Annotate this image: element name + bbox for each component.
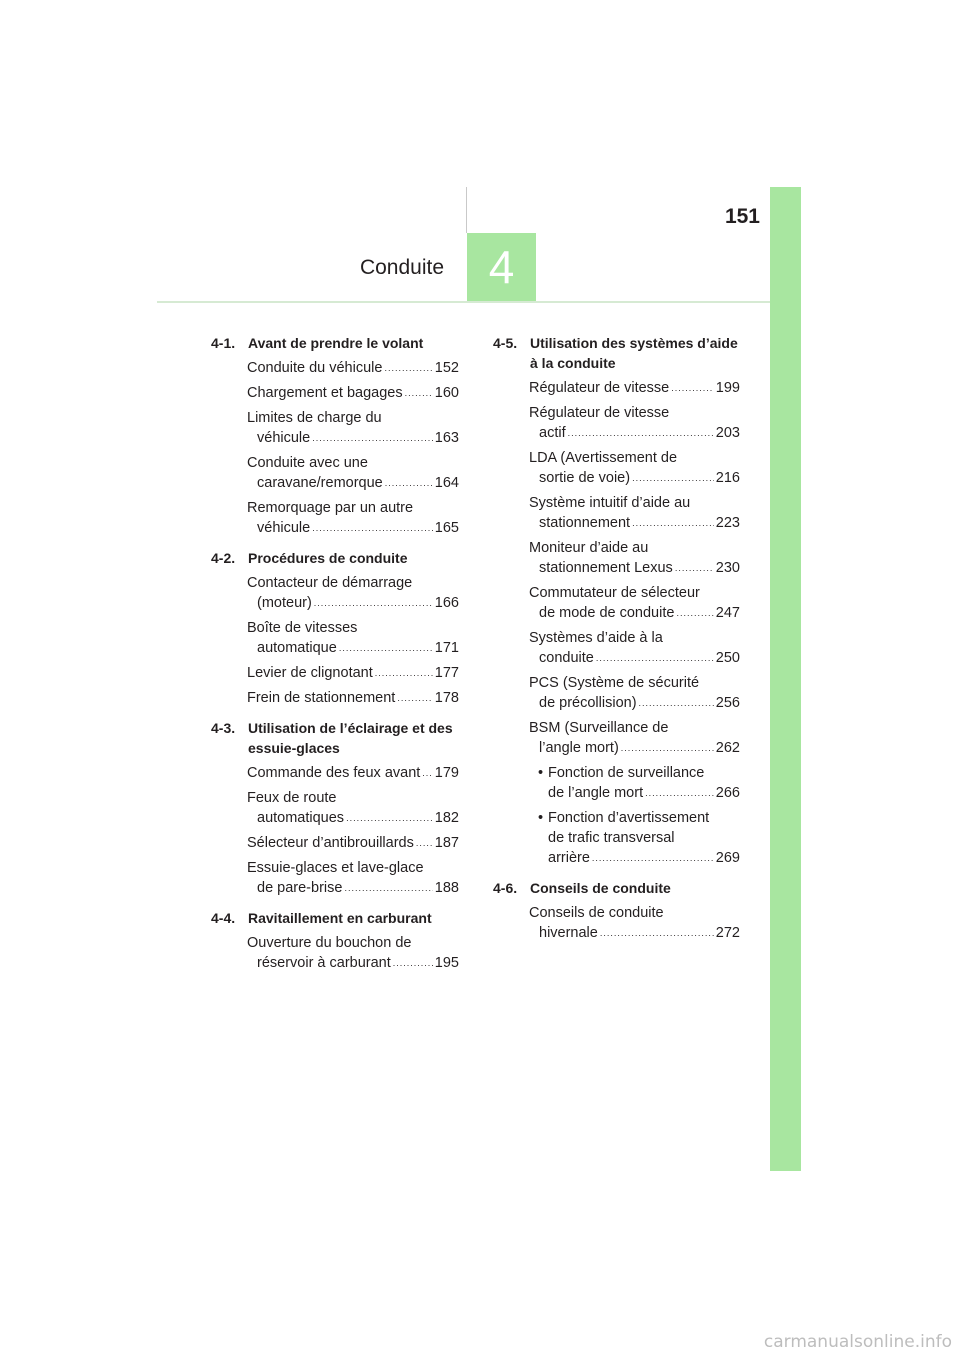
dot-leader [600, 923, 714, 943]
entry-leader-row [247, 383, 459, 403]
entry-leader-row [247, 428, 459, 448]
section-heading [211, 333, 459, 353]
toc-entry[interactable] [247, 833, 459, 853]
toc-entry[interactable] [538, 763, 740, 803]
toc-entry[interactable] [247, 358, 459, 378]
entry-title: Conduite avec une [247, 455, 368, 471]
section-number: 4-3. [211, 720, 236, 736]
page-ref: 164 [434, 475, 459, 491]
page-ref: 187 [434, 835, 459, 851]
page-ref: 269 [715, 850, 740, 866]
toc-section [211, 718, 459, 898]
entry-title-cont: stationnement [539, 515, 631, 531]
entry-leader-row [247, 833, 459, 853]
dot-leader [405, 383, 433, 403]
page-ref: 250 [715, 650, 740, 666]
entry-title: Essuie-glaces et lave-glace [247, 860, 424, 876]
section-heading [211, 548, 459, 568]
section-number: 4-5. [493, 335, 518, 351]
entry-leader-row [529, 513, 740, 533]
entry-title: Commande des feux avant [247, 765, 421, 781]
entry-title-cont: sortie de voie) [539, 470, 631, 486]
header-rule [157, 301, 770, 303]
toc-entry[interactable] [247, 858, 459, 898]
entry-title: Conseils de conduite [529, 905, 664, 921]
toc-entry[interactable] [247, 383, 459, 403]
entry-title: Ouverture du bouchon de [247, 935, 412, 951]
section-number: 4-4. [211, 910, 236, 926]
entry-leader-row [247, 878, 459, 898]
entry-title-cont: de l’angle mort [548, 785, 644, 801]
dot-leader [675, 558, 714, 578]
toc-entry[interactable] [529, 628, 740, 668]
entry-title-cont: automatique [257, 640, 337, 656]
section-title: Procédures de conduite [248, 550, 408, 566]
entry-leader-row [529, 558, 740, 578]
entry-title: Frein de stationnement [247, 690, 396, 706]
section-number: 4-1. [211, 335, 236, 351]
entry-leader-row [247, 358, 459, 378]
entry-title-cont: de précollision) [539, 695, 637, 711]
entry-leader-row [548, 783, 740, 803]
page-ref: 163 [434, 430, 459, 446]
toc-entry[interactable] [529, 538, 740, 578]
section-heading [493, 333, 740, 373]
entry-title-cont: caravane/remorque [257, 475, 383, 491]
dot-leader [384, 358, 432, 378]
entry-title-cont: stationnement Lexus [539, 560, 673, 576]
toc-entry[interactable] [247, 688, 459, 708]
toc-entry[interactable] [529, 673, 740, 713]
entry-title: Fonction de surveillance [548, 765, 705, 781]
entry-title: Remorquage par un autre [247, 500, 414, 516]
page-number: 151 [724, 205, 760, 228]
page-ref: 195 [434, 955, 459, 971]
entry-title-cont: de pare-brise [257, 880, 343, 896]
page-ref: 272 [715, 925, 740, 941]
entry-title: Fonction d’avertissement [548, 810, 710, 826]
entry-leader-row [247, 518, 459, 538]
entry-leader-row [247, 808, 459, 828]
page-ref: 152 [434, 360, 459, 376]
entry-leader-row [548, 848, 740, 868]
entry-title: Sélecteur d’antibrouillards [247, 835, 414, 851]
entry-title: Régulateur de vitesse [529, 405, 670, 421]
toc-entry[interactable] [529, 448, 740, 488]
dot-leader [568, 423, 714, 443]
section-title: Utilisation des systèmes d’aide à la conduite [530, 335, 738, 371]
entry-title: Limites de charge du [247, 410, 382, 426]
entry-title-cont: de mode de conduite [539, 605, 675, 621]
toc-entry[interactable] [529, 583, 740, 623]
page-ref: 178 [434, 690, 459, 706]
entry-title-cont: véhicule [257, 430, 311, 446]
entry-title-cont: automatiques [257, 810, 345, 826]
dot-leader [312, 518, 433, 538]
section-heading [493, 878, 740, 898]
bullet-icon: • [538, 810, 544, 826]
dot-leader [397, 688, 432, 708]
bullet-icon: • [538, 765, 544, 781]
page-ref: 188 [434, 880, 459, 896]
entry-leader-row [247, 593, 459, 613]
entry-leader-row [247, 688, 459, 708]
toc-entry[interactable] [247, 663, 459, 683]
entry-title: Régulateur de vitesse [529, 380, 670, 396]
page-ref: 262 [715, 740, 740, 756]
entry-leader-row [247, 763, 459, 783]
chapter-side-tab [770, 187, 801, 1171]
dot-leader [671, 378, 714, 398]
entry-leader-row [247, 953, 459, 973]
entry-leader-row [529, 468, 740, 488]
entry-leader-row [529, 923, 740, 943]
section-title: Conseils de conduite [530, 880, 671, 896]
entry-title-cont: hivernale [539, 925, 598, 941]
dot-leader [632, 513, 714, 533]
dot-leader [385, 473, 433, 493]
entry-title: Chargement et bagages [247, 385, 403, 401]
section-number: 4-2. [211, 550, 236, 566]
toc-section [211, 908, 459, 973]
toc-entry[interactable] [247, 933, 459, 973]
dot-leader [422, 763, 433, 783]
entry-leader-row [529, 423, 740, 443]
section-heading [211, 908, 459, 928]
page-ref: 203 [715, 425, 740, 441]
toc-entry[interactable] [247, 618, 459, 658]
entry-leader-row [529, 603, 740, 623]
page-ref: 199 [715, 380, 740, 396]
page-ref: 165 [434, 520, 459, 536]
entry-title-cont: réservoir à carburant [257, 955, 391, 971]
entry-leader-row [529, 693, 740, 713]
entry-leader-row [529, 738, 740, 758]
dot-leader [312, 428, 433, 448]
dot-leader [416, 833, 433, 853]
entry-title: Boîte de vitesses [247, 620, 358, 636]
toc-right-column [493, 333, 740, 953]
dot-leader [632, 468, 714, 488]
page-ref: 256 [715, 695, 740, 711]
page-ref: 171 [434, 640, 459, 656]
entry-title-cont: actif [539, 425, 566, 441]
watermark: carmanualsonline.info [763, 1332, 952, 1352]
toc-entry[interactable] [247, 763, 459, 783]
entry-title: Feux de route [247, 790, 337, 806]
toc-entry[interactable] [529, 493, 740, 533]
section-number: 4-6. [493, 880, 518, 896]
page-ref: 216 [715, 470, 740, 486]
toc-entry[interactable] [529, 378, 740, 398]
toc-entry[interactable] [247, 408, 459, 448]
entry-leader-row [529, 648, 740, 668]
entry-leader-row [247, 638, 459, 658]
dot-leader [592, 848, 714, 868]
entry-title-cont: (moteur) [257, 595, 312, 611]
entry-title: BSM (Surveillance de [529, 720, 669, 736]
toc-entry[interactable] [247, 498, 459, 538]
dot-leader [375, 663, 433, 683]
page-ref: 166 [434, 595, 459, 611]
toc-entry[interactable] [538, 808, 740, 868]
entry-title-cont: de trafic transversal [548, 830, 675, 846]
dot-leader [645, 783, 714, 803]
entry-title-cont: véhicule [257, 520, 311, 536]
toc-section [493, 333, 740, 868]
entry-leader-row [529, 378, 740, 398]
page-ref: 177 [434, 665, 459, 681]
toc-left-column [211, 333, 459, 983]
chapter-title: Conduite [359, 256, 444, 279]
dot-leader [346, 808, 433, 828]
entry-title-cont: l’angle mort) [539, 740, 619, 756]
toc-entry[interactable] [529, 903, 740, 943]
toc-section [211, 548, 459, 708]
entry-leader-row [247, 473, 459, 493]
dot-leader [676, 603, 713, 623]
dot-leader [639, 693, 714, 713]
page-ref: 230 [715, 560, 740, 576]
entry-title: Contacteur de démarrage [247, 575, 413, 591]
section-heading [211, 718, 459, 758]
section-title: Avant de prendre le volant [248, 335, 424, 351]
page-ref: 160 [434, 385, 459, 401]
entry-title: LDA (Avertissement de [529, 450, 678, 466]
toc-section [493, 878, 740, 943]
page-ref: 266 [715, 785, 740, 801]
dot-leader [314, 593, 433, 613]
entry-title-cont: arrière [548, 850, 590, 866]
dot-leader [621, 738, 714, 758]
toc-section [211, 333, 459, 538]
toc-entry[interactable] [247, 453, 459, 493]
section-title: Ravitaillement en carburant [248, 910, 432, 926]
header-divider [466, 187, 467, 233]
chapter-number-box: 4 [467, 233, 536, 301]
dot-leader [393, 953, 433, 973]
entry-title: Commutateur de sélecteur [529, 585, 700, 601]
page-ref: 247 [715, 605, 740, 621]
dot-leader [596, 648, 714, 668]
entry-title: Systèmes d’aide à la [529, 630, 663, 646]
entry-title: Conduite du véhicule [247, 360, 383, 376]
entry-title: Système intuitif d’aide au [529, 495, 691, 511]
entry-title-cont: conduite [539, 650, 594, 666]
toc-entry[interactable] [247, 788, 459, 828]
entry-title: Moniteur d’aide au [529, 540, 649, 556]
toc-entry[interactable] [529, 718, 740, 758]
entry-leader-row [247, 663, 459, 683]
toc-entry[interactable] [529, 403, 740, 443]
entry-title: PCS (Système de sécurité [529, 675, 700, 691]
page-ref: 223 [715, 515, 740, 531]
toc-entry[interactable] [247, 573, 459, 613]
dot-leader [344, 878, 432, 898]
section-title: Utilisation de l’éclairage et des essuie-glaces [248, 720, 453, 756]
page-ref: 179 [434, 765, 459, 781]
dot-leader [339, 638, 433, 658]
entry-title: Levier de clignotant [247, 665, 373, 681]
page-ref: 182 [434, 810, 459, 826]
